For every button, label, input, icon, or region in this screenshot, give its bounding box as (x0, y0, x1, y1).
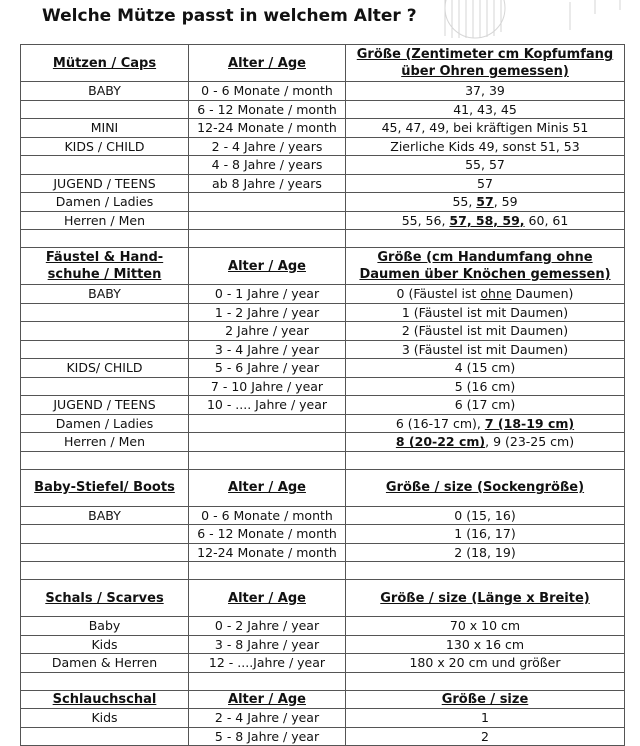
category-cell: JUGEND / TEENS (21, 396, 189, 415)
category-cell (21, 156, 189, 175)
size-cell: 0 (15, 16) (346, 506, 625, 525)
header-age: Alter / Age (189, 248, 346, 285)
size-cell: 5 (16 cm) (346, 377, 625, 396)
category-cell: KIDS/ CHILD (21, 359, 189, 378)
category-cell: Herren / Men (21, 211, 189, 230)
section-header-row (21, 45, 625, 82)
age-cell (189, 414, 346, 433)
table-row (21, 525, 625, 544)
page-title: Welche Mütze passt in welchem Alter ? (42, 6, 417, 26)
section-header-row (21, 469, 625, 506)
cell-text-segment: 55, (452, 194, 477, 210)
spacer-row (21, 230, 625, 248)
size-cell: 2 (346, 727, 625, 746)
table-row (21, 396, 625, 415)
cell-text-segment: , 9 (23-25 cm) (485, 434, 575, 450)
header-age: Alter / Age (189, 45, 346, 82)
cell-text-segment: 57, 58, 59, (449, 212, 525, 228)
size-cell: 55, 57 (346, 156, 625, 175)
cell-text-segment: 7 (18-19 cm) (484, 415, 575, 431)
empty-cell (21, 230, 189, 248)
table-row (21, 377, 625, 396)
category-cell: Kids (21, 709, 189, 728)
size-cell: 4 (15 cm) (346, 359, 625, 378)
category-cell (21, 377, 189, 396)
cell-text-segment: 60, 61 (524, 212, 569, 228)
spacer-row (21, 562, 625, 580)
size-cell: 1 (Fäustel ist mit Daumen) (346, 303, 625, 322)
category-cell: Damen & Herren (21, 654, 189, 673)
size-cell: 1 (16, 17) (346, 525, 625, 544)
table-row (21, 709, 625, 728)
size-cell (346, 193, 625, 212)
table-row (21, 635, 625, 654)
section-header-row (21, 690, 625, 709)
category-cell (21, 303, 189, 322)
age-cell: 2 - 4 Jahre / year (189, 709, 346, 728)
size-cell: 3 (Fäustel ist mit Daumen) (346, 340, 625, 359)
category-cell: Herren / Men (21, 433, 189, 452)
table-row (21, 119, 625, 138)
age-cell: 0 - 2 Jahre / year (189, 617, 346, 636)
header-category: Baby-Stiefel/ Boots (21, 469, 189, 506)
table-row (21, 322, 625, 341)
size-cell: Zierliche Kids 49, sonst 51, 53 (346, 137, 625, 156)
category-cell (21, 340, 189, 359)
table-row (21, 543, 625, 562)
age-cell: 12-24 Monate / month (189, 119, 346, 138)
category-cell: BABY (21, 285, 189, 304)
size-cell: 2 (18, 19) (346, 543, 625, 562)
empty-cell (189, 672, 346, 690)
header-size: Größe (cm Handumfang ohne Daumen über Knöchen gemessen) (346, 248, 625, 285)
empty-cell (346, 230, 625, 248)
category-cell (21, 322, 189, 341)
cell-text-segment: Daumen) (511, 286, 574, 302)
age-cell: ab 8 Jahre / years (189, 174, 346, 193)
size-cell (346, 211, 625, 230)
header-category: Fäustel & Hand-schuhe / Mitten (21, 248, 189, 285)
empty-cell (21, 672, 189, 690)
table-row (21, 414, 625, 433)
age-cell: 7 - 10 Jahre / year (189, 377, 346, 396)
size-cell: 37, 39 (346, 82, 625, 101)
empty-cell (346, 672, 625, 690)
category-cell: MINI (21, 119, 189, 138)
table-row (21, 303, 625, 322)
category-cell: BABY (21, 82, 189, 101)
empty-cell (21, 451, 189, 469)
size-cell: 2 (Fäustel ist mit Daumen) (346, 322, 625, 341)
size-cell: 45, 47, 49, bei kräftigen Minis 51 (346, 119, 625, 138)
age-cell: 4 - 8 Jahre / years (189, 156, 346, 175)
header-age: Alter / Age (189, 469, 346, 506)
table-row (21, 156, 625, 175)
table-row (21, 654, 625, 673)
empty-cell (189, 451, 346, 469)
table-row (21, 617, 625, 636)
empty-cell (21, 562, 189, 580)
header-category: Schlauchschal (21, 690, 189, 709)
table-row (21, 174, 625, 193)
decorative-watermark (420, 0, 630, 40)
empty-cell (346, 451, 625, 469)
size-table-body (21, 45, 625, 746)
cell-text-segment: 55, 56, (401, 212, 450, 228)
header-age: Alter / Age (189, 580, 346, 617)
cell-text-segment: 8 (20-22 cm) (395, 434, 486, 450)
category-cell: Baby (21, 617, 189, 636)
spacer-row (21, 672, 625, 690)
header-size: Größe (Zentimeter cm Kopfumfang über Ohren gemessen) (346, 45, 625, 82)
category-cell: KIDS / CHILD (21, 137, 189, 156)
size-cell (346, 433, 625, 452)
age-cell: 12-24 Monate / month (189, 543, 346, 562)
cell-text-segment: , 59 (493, 194, 518, 210)
age-cell: 0 - 6 Monate / month (189, 506, 346, 525)
size-cell: 180 x 20 cm und größer (346, 654, 625, 673)
age-cell: 10 - .... Jahre / year (189, 396, 346, 415)
age-cell: 0 - 1 Jahre / year (189, 285, 346, 304)
size-cell: 6 (17 cm) (346, 396, 625, 415)
age-cell (189, 433, 346, 452)
header-size: Größe / size (346, 690, 625, 709)
table-row (21, 727, 625, 746)
age-cell: 2 Jahre / year (189, 322, 346, 341)
age-cell: 3 - 4 Jahre / year (189, 340, 346, 359)
cell-text-segment: 0 (Fäustel ist (396, 286, 481, 302)
category-cell (21, 727, 189, 746)
size-cell: 130 x 16 cm (346, 635, 625, 654)
age-cell: 0 - 6 Monate / month (189, 82, 346, 101)
table-row (21, 211, 625, 230)
table-row (21, 82, 625, 101)
spacer-row (21, 451, 625, 469)
category-cell: Damen / Ladies (21, 414, 189, 433)
category-cell (21, 100, 189, 119)
age-cell: 3 - 8 Jahre / year (189, 635, 346, 654)
empty-cell (346, 562, 625, 580)
empty-cell (189, 230, 346, 248)
cell-text-segment: 57 (476, 194, 494, 210)
header-size: Größe / size (Länge x Breite) (346, 580, 625, 617)
header-category: Mützen / Caps (21, 45, 189, 82)
age-cell (189, 211, 346, 230)
age-cell (189, 193, 346, 212)
category-cell: JUGEND / TEENS (21, 174, 189, 193)
size-cell: 41, 43, 45 (346, 100, 625, 119)
age-cell: 2 - 4 Jahre / years (189, 137, 346, 156)
age-cell: 5 - 8 Jahre / year (189, 727, 346, 746)
table-row (21, 193, 625, 212)
category-cell (21, 543, 189, 562)
table-row (21, 100, 625, 119)
size-table (20, 44, 625, 746)
section-header-row (21, 580, 625, 617)
section-header-row (21, 248, 625, 285)
category-cell (21, 525, 189, 544)
size-cell (346, 414, 625, 433)
table-row (21, 285, 625, 304)
category-cell: Damen / Ladies (21, 193, 189, 212)
age-cell: 1 - 2 Jahre / year (189, 303, 346, 322)
empty-cell (189, 562, 346, 580)
table-row (21, 433, 625, 452)
cell-text-segment: ohne (480, 286, 512, 302)
age-cell: 5 - 6 Jahre / year (189, 359, 346, 378)
header-size: Größe / size (Sockengröße) (346, 469, 625, 506)
table-row (21, 137, 625, 156)
size-cell (346, 285, 625, 304)
category-cell: BABY (21, 506, 189, 525)
header-age: Alter / Age (189, 690, 346, 709)
size-cell: 1 (346, 709, 625, 728)
size-cell: 70 x 10 cm (346, 617, 625, 636)
table-row (21, 340, 625, 359)
age-cell: 6 - 12 Monate / month (189, 100, 346, 119)
age-cell: 12 - ....Jahre / year (189, 654, 346, 673)
table-row (21, 506, 625, 525)
table-row (21, 359, 625, 378)
size-cell: 57 (346, 174, 625, 193)
age-cell: 6 - 12 Monate / month (189, 525, 346, 544)
cell-text-segment: 6 (16-17 cm), (395, 415, 485, 431)
category-cell: Kids (21, 635, 189, 654)
header-category: Schals / Scarves (21, 580, 189, 617)
